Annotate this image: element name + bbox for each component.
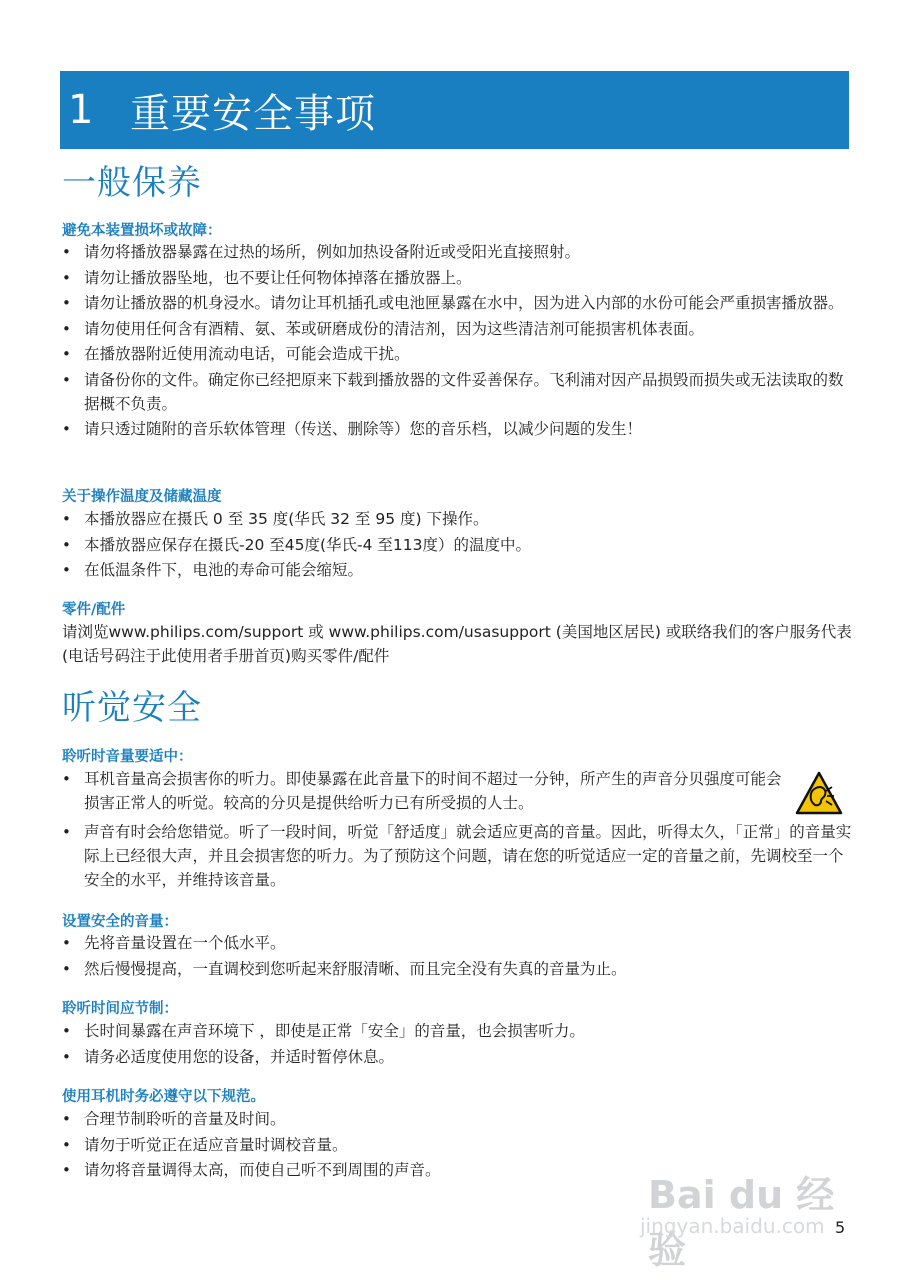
list-item: • 请勿于听觉正在适应音量时调校音量。 (62, 1133, 852, 1157)
hearing-warning-icon (795, 771, 843, 815)
bullet: • (62, 1047, 71, 1066)
bullet: • (62, 535, 71, 554)
heading-hearing-safety: 听觉安全 (62, 688, 202, 728)
section-title: 重要安全事项 (130, 90, 376, 137)
subheading-temperature: 关于操作温度及储藏温度 (62, 489, 222, 505)
section-number: 1 (68, 87, 94, 133)
list-item: • 先将音量设置在一个低水平。 (62, 931, 852, 955)
list-item: • 在播放器附近使用流动电话，可能会造成干扰。 (62, 342, 852, 366)
page-number: 5 (835, 1218, 846, 1237)
bullet: • (62, 1110, 71, 1128)
bullet: • (62, 370, 71, 389)
list-temperature (62, 507, 852, 584)
bullet: • (62, 1135, 71, 1154)
subheading-moderate-volume: 聆听时音量要适中： (62, 749, 193, 765)
heading-general-care: 一般保养 (62, 163, 202, 203)
list-item: • 在低温条件下，电池的寿命可能会缩短。 (62, 558, 852, 582)
subheading-safe-level: 设置安全的音量： (62, 914, 178, 930)
bullet: • (62, 934, 71, 952)
bullet: • (62, 294, 71, 312)
list-item: • 声音有时会给您错觉。听了一段时间，听觉「舒适度」就会适应更高的音量。因此，听得太久，「正常」的音量实际上已经很大声，并且会损害您的听力。为了预防这个问题，请在您的听觉适应一定的音量之前，先调校至一个安全的水平，并维持该音量。 (62, 820, 852, 892)
bullet: • (62, 823, 71, 841)
list-item: • 请勿让播放器坠地，也不要让任何物体掉落在播放器上。 (62, 266, 852, 290)
list-item: • 请务必适度使用您的设备，并适时暂停休息。 (62, 1045, 852, 1069)
list-item: • 请只透过随附的音乐软体管理（传送、删除等）您的音乐档，以减少问题的发生！ (62, 417, 852, 441)
list-safe-level (62, 931, 852, 982)
bullet: • (62, 561, 71, 579)
bullet: • (62, 959, 71, 978)
bullet: • (62, 268, 71, 287)
list-moderate-volume-cont (62, 820, 852, 894)
subheading-guidelines: 使用耳机时务必遵守以下规范。 (62, 1089, 265, 1105)
bullet: • (62, 1161, 71, 1179)
bullet: • (62, 1022, 71, 1040)
bullet: • (62, 345, 71, 363)
list-item: • 耳机音量高会损害你的听力。即使暴露在此音量下的时间不超过一分钟，所产生的声音分贝强度可能会损害正常人的听觉。较高的分贝是提供给听力已有所受损的人士。 (62, 767, 792, 815)
watermark-logo: Bai du 经验 (648, 1173, 835, 1272)
list-item: • 请勿让播放器的机身浸水。请勿让耳机插孔或电池匣暴露在水中，因为进入内部的水份可能会严重损害播放器。 (62, 291, 852, 315)
bullet: • (62, 243, 71, 261)
watermark-url: jingyan.baidu.com (640, 1214, 825, 1238)
subheading-parts: 零件/配件 (62, 602, 126, 618)
section-banner (60, 71, 849, 149)
list-item: • 然后慢慢提高，一直调校到您听起来舒服清晰、而且完全没有失真的音量为止。 (62, 957, 852, 981)
list-item: • 本播放器应在摄氏 0 至 35 度(华氏 32 至 95 度) 下操作。 (62, 507, 852, 531)
parts-paragraph: 请浏览www.philips.com/support 或 www.philips.com/usasupport (美国地区居民) 或联络我们的客户服务代表(电话号码注于此使用者手册首页)购买零件/配件 (62, 623, 852, 665)
list-item: • 请勿将播放器暴露在过热的场所，例如加热设备附近或受阳光直接照射。 (62, 240, 852, 264)
list-limit-time (62, 1019, 852, 1070)
bullet: • (62, 510, 71, 528)
list-item: • 本播放器应保存在摄氏-20 至45度(华氏-4 至113度）的温度中。 (62, 533, 852, 557)
list-item: • 请勿使用任何含有酒精、氨、苯或研磨成份的清洁剂，因为这些清洁剂可能损害机体表面。 (62, 317, 852, 341)
bullet: • (62, 770, 71, 788)
list-item: • 请备份你的文件。确定你已经把原来下载到播放器的文件妥善保存。飞利浦对因产品损毁而损失或无法读取的数据概不负责。 (62, 368, 852, 416)
list-avoid-damage (62, 240, 852, 443)
bullet: • (62, 319, 71, 338)
bullet: • (62, 420, 71, 438)
list-item: • 长时间暴露在声音环境下 ，即使是正常「安全」的音量，也会损害听力。 (62, 1019, 852, 1043)
list-moderate-volume (62, 767, 792, 817)
subheading-limit-time: 聆听时间应节制： (62, 1001, 178, 1017)
list-item: • 请勿将音量调得太高，而使自己听不到周围的声音。 (62, 1158, 852, 1182)
baidu-watermark (640, 1140, 850, 1272)
subheading-avoid-damage: 避免本装置损坏或故障： (62, 223, 222, 239)
list-item: • 合理节制聆听的音量及时间。 (62, 1107, 852, 1131)
